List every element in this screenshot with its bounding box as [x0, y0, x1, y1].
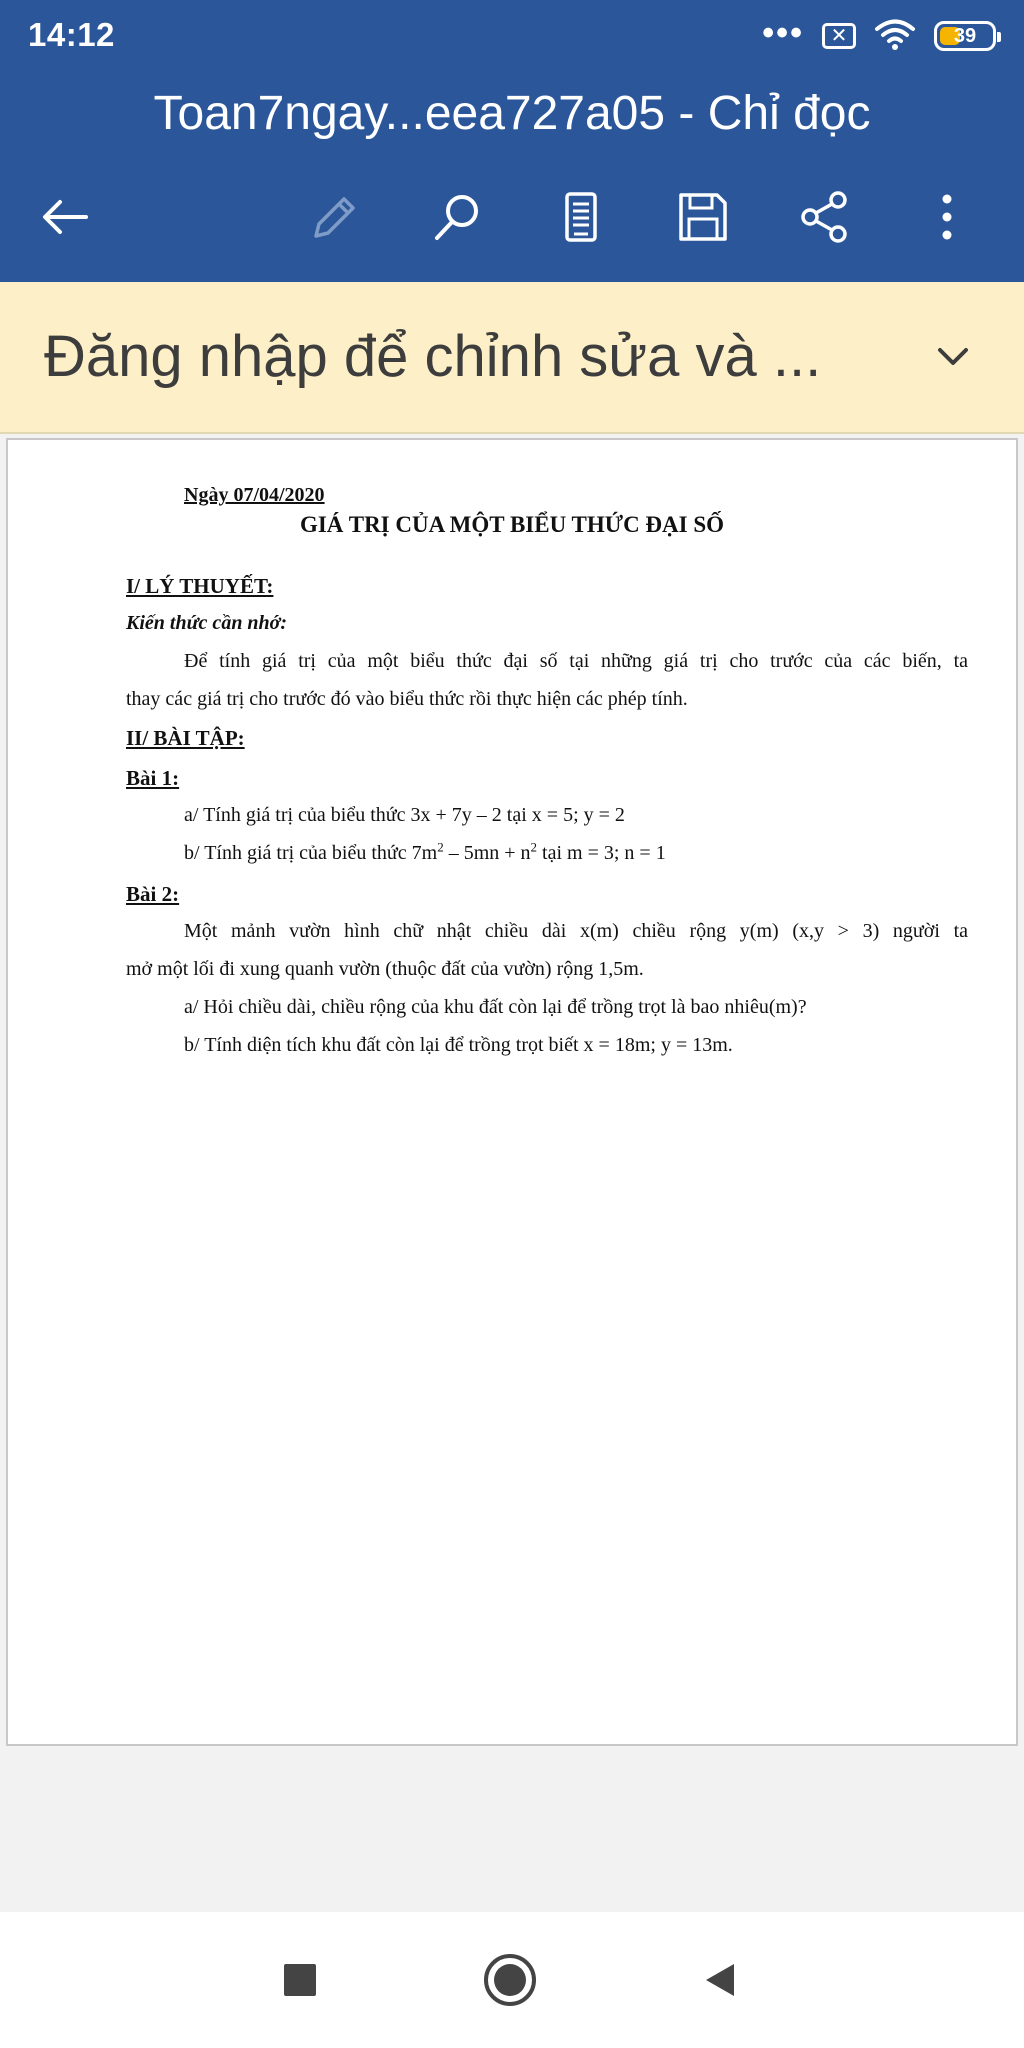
back-triangle-icon [700, 1960, 740, 2000]
remember-label: Kiến thức cần nhớ: [126, 612, 288, 634]
reading-view-icon [552, 188, 610, 246]
exercise-2-line-1: Một mảnh vườn hình chữ nhật chiều dài x(m) chiều rộng y(m) (x,y > 3) người ta [184, 920, 968, 942]
section-exercises-heading: II/ BÀI TẬP: [126, 726, 245, 750]
exercise-1b-part3: tại m = 3; n = 1 [537, 842, 666, 864]
more-options-icon [918, 188, 976, 246]
signal-dots-icon: ••• [762, 14, 804, 52]
section-theory-heading: I/ LÝ THUYẾT: [126, 574, 274, 598]
exercise-1-label: Bài 1: [126, 766, 180, 790]
recent-apps-button[interactable] [262, 1942, 338, 2018]
pencil-edit-icon [306, 188, 364, 246]
theory-line-1: Để tính giá trị của một biểu thức đại số tại những giá trị cho trước của các biến, ta [184, 650, 968, 672]
home-icon [482, 1952, 538, 2008]
doc-date: Ngày 07/04/2020 [184, 484, 325, 506]
battery-level: 39 [953, 25, 977, 47]
exercise-1b-sup1: 2 [437, 839, 444, 855]
exercise-1a: a/ Tính giá trị của biểu thức 3x + 7y – 2 tại x = 5; y = 2 [184, 804, 625, 826]
wifi-icon [874, 17, 916, 56]
exercise-1b-part2: – 5mn + n [443, 842, 531, 864]
theory-line-2: thay các giá trị cho trước đó vào biểu thức rồi thực hiện các phép tính. [126, 688, 688, 710]
document-title: Toan7ngay...eea727a05 - Chỉ đọc [153, 87, 871, 140]
status-icons [762, 14, 996, 58]
exercise-2-line-2: mở một lối đi xung quanh vườn (thuộc đất của vườn) rộng 1,5m. [126, 958, 644, 980]
exercise-2b: b/ Tính diện tích khu đất còn lại để trồng trọt biết x = 18m; y = 13m. [184, 1034, 733, 1056]
save-icon [674, 188, 732, 246]
save-button[interactable] [662, 176, 744, 258]
sim-off-icon: ✕ [822, 23, 856, 49]
battery-icon [934, 21, 996, 51]
edit-button[interactable] [294, 176, 376, 258]
exercise-2-label: Bài 2: [126, 882, 180, 906]
status-time: 14:12 [28, 16, 115, 53]
app-header [0, 0, 1024, 282]
reading-view-button[interactable] [540, 176, 622, 258]
search-icon [428, 188, 486, 246]
exercise-1b-sup2: 2 [530, 839, 538, 855]
share-icon [796, 188, 854, 246]
document-page[interactable] [6, 438, 1018, 1746]
exercise-1b-part1: b/ Tính giá trị của biểu thức 7m [184, 842, 438, 864]
system-nav-bar [0, 1912, 1024, 2048]
sign-in-banner-text: Đăng nhập để chỉnh sửa và ... [44, 324, 822, 389]
back-arrow-icon [36, 188, 94, 246]
exercise-1b [184, 839, 666, 865]
more-options-button[interactable] [906, 176, 988, 258]
share-button[interactable] [784, 176, 866, 258]
back-button[interactable] [24, 176, 106, 258]
doc-heading: GIÁ TRỊ CỦA MỘT BIỂU THỨC ĐẠI SỐ [299, 512, 725, 537]
home-button[interactable] [472, 1942, 548, 2018]
toolbar [0, 176, 1024, 258]
exercise-2a: a/ Hỏi chiều dài, chiều rộng của khu đất còn lại để trồng trọt là bao nhiêu(m)? [184, 996, 807, 1018]
back-nav-button[interactable] [682, 1942, 758, 2018]
search-button[interactable] [416, 176, 498, 258]
sign-in-banner[interactable] [0, 282, 1024, 434]
chevron-down-icon[interactable] [924, 328, 982, 386]
recent-apps-icon [280, 1960, 320, 2000]
